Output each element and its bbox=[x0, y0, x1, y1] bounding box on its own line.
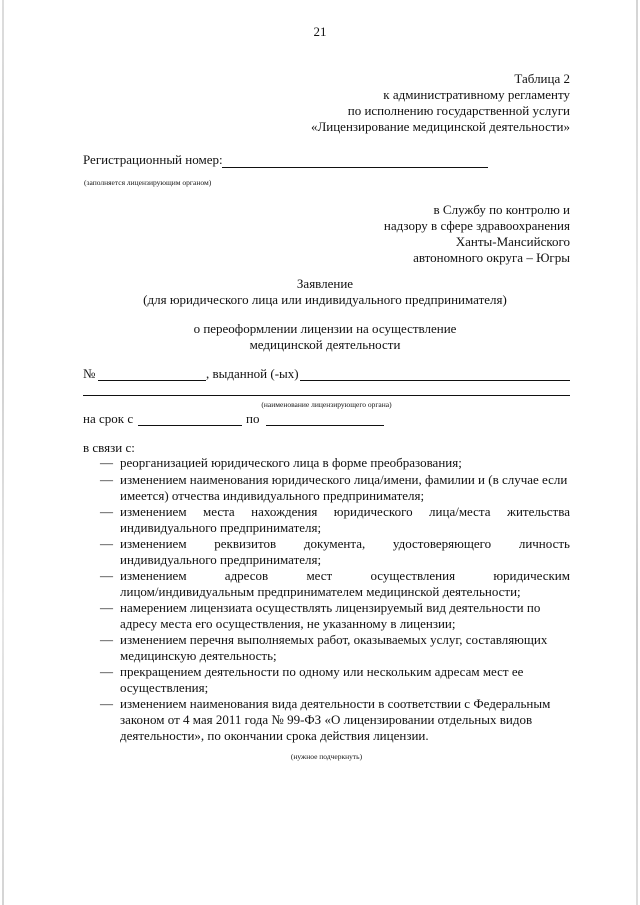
reason-text: медицинскую деятельность; bbox=[120, 648, 277, 663]
license-issuer-field-line2[interactable] bbox=[83, 395, 570, 396]
reason-word: изменением bbox=[120, 504, 187, 519]
reason-text bbox=[120, 536, 570, 552]
reason-text: изменением наименования вида деятельности в соответствии с Федеральным bbox=[120, 696, 551, 711]
reason-text bbox=[120, 568, 570, 584]
reason-word: нахождения bbox=[251, 504, 318, 519]
header-line: Таблица 2 bbox=[514, 71, 570, 86]
reason-word: удостоверяющего bbox=[392, 536, 492, 551]
term-start-field[interactable] bbox=[138, 425, 242, 426]
dash-bullet: — bbox=[100, 455, 113, 470]
reason-text: прекращением деятельности по одному или нескольким адресам мест ее bbox=[120, 664, 524, 679]
page-number: 21 bbox=[313, 24, 327, 39]
addressee-line: в Службу по контролю и bbox=[433, 202, 570, 217]
reason-text bbox=[120, 504, 570, 520]
term-end-field[interactable] bbox=[266, 425, 384, 426]
reason-word: лица/места bbox=[429, 504, 491, 519]
term-to-label: по bbox=[246, 411, 260, 426]
reason-text: индивидуального предпринимателя; bbox=[120, 552, 322, 567]
license-issued-label: , выданной (-ых) bbox=[206, 366, 299, 381]
reason-text: намерением лицензиата осуществлять лицензируемый вид деятельности по bbox=[120, 600, 541, 615]
reason-text: индивидуального предпринимателя; bbox=[120, 520, 322, 535]
reason-text: лицом/индивидуальным предпринимателем медицинской деятельности; bbox=[120, 584, 521, 599]
reason-word: адресов bbox=[224, 568, 269, 583]
dash-bullet: — bbox=[100, 696, 113, 711]
registration-number-field[interactable] bbox=[222, 167, 488, 168]
reason-text: деятельности», по окончании срока действия лицензии. bbox=[120, 728, 429, 743]
reason-text: изменением наименования юридического лица/имени, фамилии и (в случае если bbox=[120, 472, 568, 487]
reasons-footnote: (нужное подчеркнуть) bbox=[290, 752, 363, 761]
scan-edge-left bbox=[2, 0, 4, 905]
addressee-line: автономного округа – Югры bbox=[413, 250, 570, 265]
document-purpose: о переоформлении лицензии на осуществление bbox=[193, 321, 457, 336]
header-line: к административному регламенту bbox=[383, 87, 570, 102]
dash-bullet: — bbox=[100, 664, 113, 679]
license-issuer-field[interactable] bbox=[300, 380, 570, 381]
reason-text: реорганизацией юридического лица в форме преобразования; bbox=[120, 455, 462, 470]
dash-bullet: — bbox=[100, 536, 113, 551]
header-line: по исполнению государственной услуги bbox=[347, 103, 570, 118]
reason-text: имеется) отчества индивидуального предпринимателя; bbox=[120, 488, 425, 503]
reason-word: жительства bbox=[506, 504, 570, 519]
reasons-intro: в связи с: bbox=[83, 440, 135, 455]
document-subtitle: (для юридического лица или индивидуального предпринимателя) bbox=[143, 292, 507, 307]
addressee-line: надзору в сфере здравоохранения bbox=[383, 218, 570, 233]
reason-word: изменением bbox=[120, 568, 187, 583]
document-purpose: медицинской деятельности bbox=[249, 337, 401, 352]
reason-word: юридическим bbox=[493, 568, 570, 583]
registration-label: Регистрационный номер: bbox=[83, 152, 223, 167]
reason-word: личность bbox=[518, 536, 570, 551]
reason-word: юридического bbox=[333, 504, 413, 519]
dash-bullet: — bbox=[100, 632, 113, 647]
term-label: на срок с bbox=[83, 411, 134, 426]
reason-word: мест bbox=[306, 568, 333, 583]
reason-word: изменением bbox=[120, 536, 187, 551]
dash-bullet: — bbox=[100, 568, 113, 583]
dash-bullet: — bbox=[100, 600, 113, 615]
dash-bullet: — bbox=[100, 472, 113, 487]
reason-text: изменением перечня выполняемых работ, оказываемых услуг, составляющих bbox=[120, 632, 548, 647]
header-line: «Лицензирование медицинской деятельности» bbox=[310, 119, 570, 134]
reason-word: реквизитов bbox=[214, 536, 277, 551]
issuer-note: (наименование лицензирующего органа) bbox=[261, 400, 392, 409]
addressee-line: Ханты-Мансийского bbox=[455, 234, 570, 249]
registration-note: (заполняется лицензирующим органом) bbox=[84, 178, 212, 187]
dash-bullet: — bbox=[100, 504, 113, 519]
scan-edge-right bbox=[636, 0, 638, 905]
document-title: Заявление bbox=[296, 276, 354, 291]
reason-word: осуществления bbox=[370, 568, 456, 583]
reason-text: законом от 4 мая 2011 года № 99-ФЗ «О лицензировании отдельных видов bbox=[120, 712, 533, 727]
reason-text: адресу места его осуществления, не указанному в лицензии; bbox=[120, 616, 456, 631]
reason-word: места bbox=[203, 504, 235, 519]
reason-text: осуществления; bbox=[120, 680, 209, 695]
license-number-prefix: № bbox=[83, 366, 96, 381]
reason-word: документа, bbox=[303, 536, 366, 551]
license-number-field[interactable] bbox=[98, 380, 206, 381]
